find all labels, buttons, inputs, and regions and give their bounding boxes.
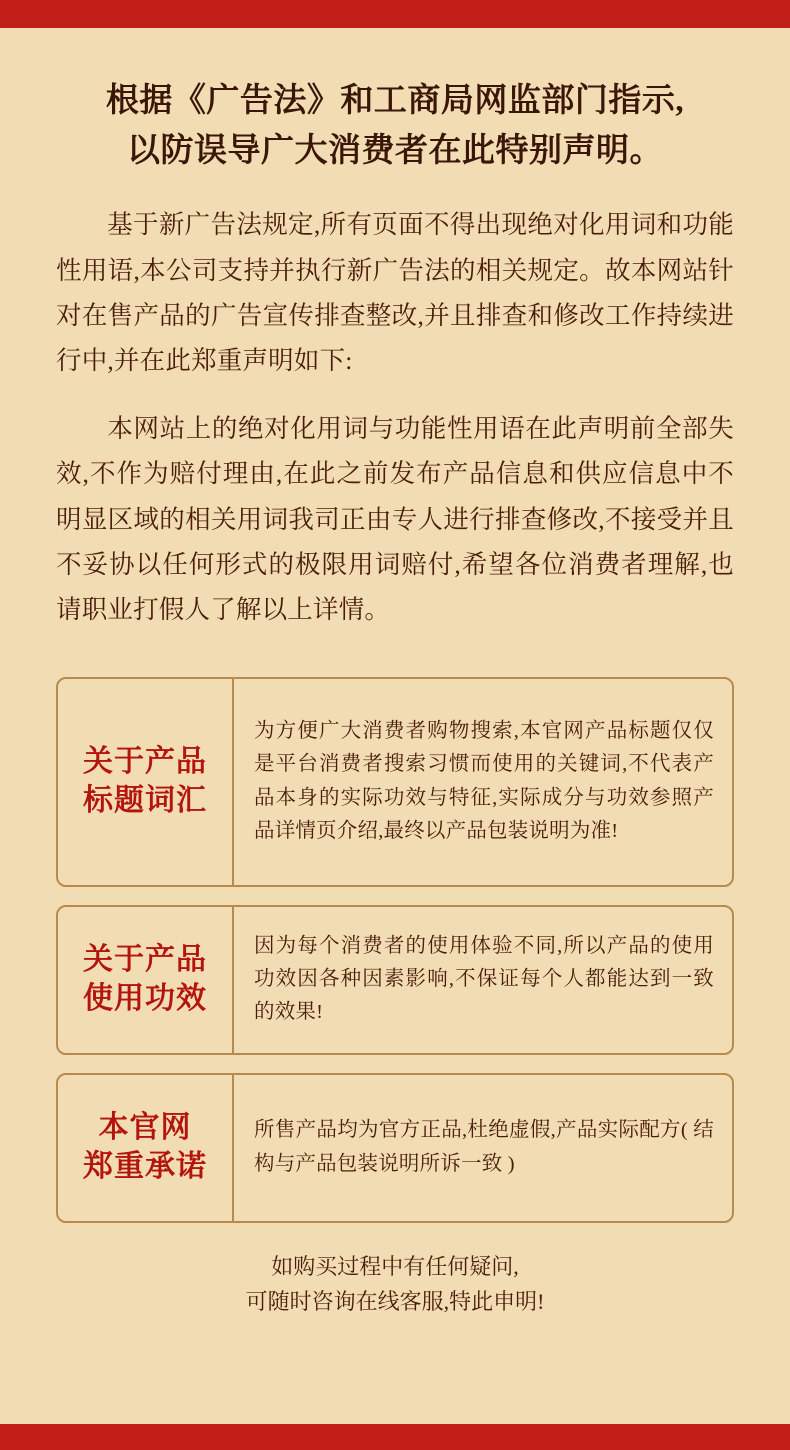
statement-paragraph-2 bbox=[56, 406, 734, 633]
card-title-line-2: 标题词汇 bbox=[83, 783, 207, 817]
card-body: 为方便广大消费者购物搜索,本官网产品标题仅仅是平台消费者搜索习惯而使用的关键词,不代表产品本身的实际功效与特征,实际成分与功效参照产品详情页介绍,最终以产品包装说明为准! bbox=[254, 720, 714, 842]
card-official-promise bbox=[56, 1073, 734, 1223]
card-title-line-1: 关于产品 bbox=[83, 745, 207, 779]
page-title-line-1: 根据《广告法》和工商局网监部门指示, bbox=[105, 83, 685, 119]
card-title bbox=[58, 907, 234, 1053]
card-title bbox=[58, 679, 234, 885]
statement-cards bbox=[56, 677, 734, 1223]
card-body: 因为每个消费者的使用体验不同,所以产品的使用功效因各种因素影响,不保证每个人都能达到一致的效果! bbox=[254, 934, 714, 1024]
page-title bbox=[56, 76, 734, 176]
card-body: 所售产品均为官方正品,杜绝虚假,产品实际配方( 结构与产品包装说明所诉一致 ) bbox=[254, 1119, 714, 1175]
card-title-line-1: 关于产品 bbox=[83, 943, 207, 977]
card-title-line-2: 使用功效 bbox=[83, 981, 207, 1015]
card-title-line-1: 本官网 bbox=[98, 1111, 192, 1145]
page-title-line-2: 以防误导广大消费者在此特别声明。 bbox=[127, 133, 663, 170]
card-title bbox=[58, 1075, 234, 1221]
statement-paragraph-2-text: 本网站上的绝对化用词与功能性用语在此声明前全部失效,不作为赔付理由,在此之前发布产品信息和供应信息中不明显区域的相关用词我司正由专人进行排查修改,不接受并且不妥协以任何形式的极限用词赔付,希望各位消费者理解,也请职业打假人了解以上详情。 bbox=[56, 413, 734, 625]
card-title-line-2: 郑重承诺 bbox=[83, 1149, 207, 1183]
footer-line-1: 如购买过程中有任何疑问, bbox=[271, 1253, 519, 1279]
card-product-efficacy bbox=[56, 905, 734, 1055]
footer-note bbox=[56, 1249, 734, 1320]
footer-line-2: 可随时咨询在线客服,特此申明! bbox=[245, 1289, 545, 1315]
statement-paragraph-1-text: 基于新广告法规定,所有页面不得出现绝对化用词和功能性用语,本公司支持并执行新广告法的相关规定。故本网站针对在售产品的广告宣传排查整改,并且排查和修改工作持续进行中,并在此郑重声明如下: bbox=[56, 210, 734, 376]
statement-panel bbox=[0, 28, 790, 1424]
card-product-title-wording bbox=[56, 677, 734, 887]
statement-paragraph-1 bbox=[56, 202, 734, 384]
